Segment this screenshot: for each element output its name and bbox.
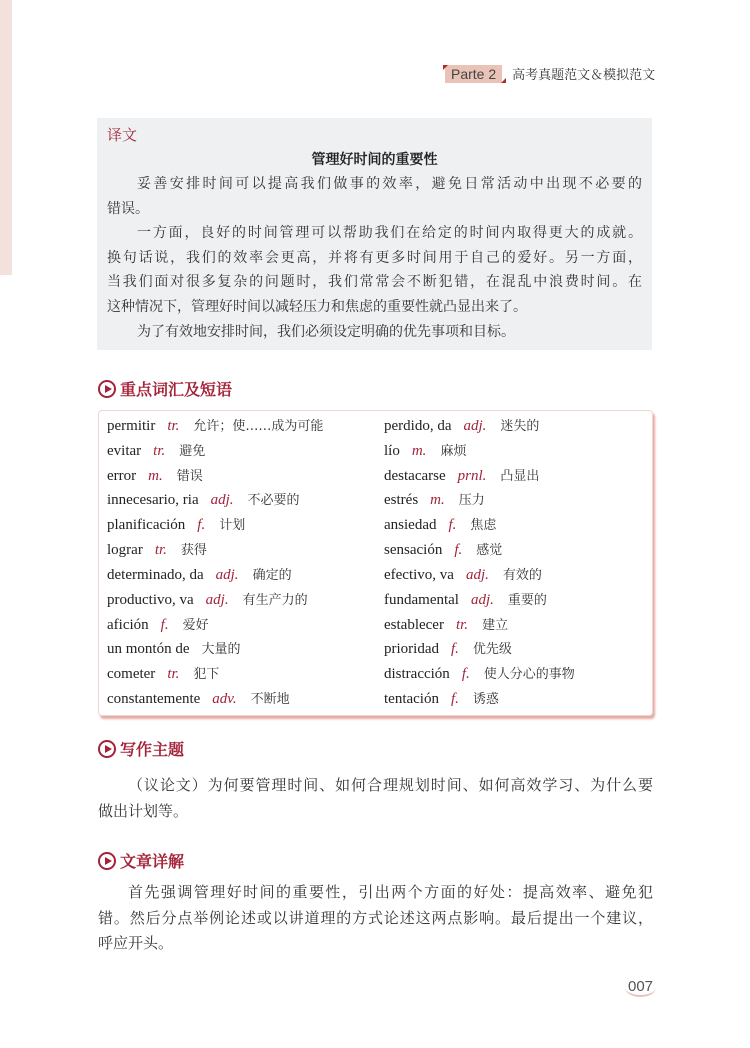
vocab-item: [107, 637, 384, 662]
section-heading-analysis: [98, 849, 184, 872]
translation-line: 换句话说，我们的效率会更高，并将有更多时间用于自己的爱好。另一方面，: [107, 249, 642, 266]
vocab-meaning: 优先级: [472, 642, 512, 658]
vocab-item: [384, 513, 644, 538]
section-title: 写作主题: [120, 740, 185, 759]
vocab-word: sensación: [384, 542, 443, 559]
vocab-meaning: 大量的: [201, 642, 241, 658]
vocab-meaning: 有生产力的: [242, 592, 308, 608]
part-of-speech: adj.: [463, 418, 487, 434]
vocab-meaning: 使人分心的事物: [483, 667, 575, 683]
vocab-box: [98, 410, 653, 716]
vocab-meaning: 不必要的: [247, 493, 300, 509]
section-heading-vocab: [98, 377, 232, 400]
vocab-word: cometer: [107, 666, 156, 683]
vocab-item: [384, 488, 644, 513]
vocab-word: determinado, da: [107, 566, 204, 583]
translation-line: 妥善安排时间可以提高我们做事的效率，避免日常活动中出现不必要的: [137, 176, 642, 192]
vocab-meaning: 建立: [482, 617, 509, 633]
analysis-line: 错。然后分点举例论述或以讲道理的方式论述这两点影响。最后提出一个建议，: [98, 908, 653, 927]
vocab-word: planificación: [107, 517, 186, 534]
vocab-meaning: 有效的: [502, 567, 542, 583]
vocab-item: [384, 637, 644, 662]
vocab-item: [107, 662, 384, 687]
vocab-meaning: 感觉: [476, 543, 503, 559]
vocab-word: constantemente: [107, 691, 201, 708]
vocab-item: [107, 513, 384, 538]
vocab-item: [107, 464, 384, 489]
vocab-meaning: 避免: [179, 443, 206, 459]
play-icon: [98, 852, 116, 870]
translation-line: 这种情况下，管理好时间以减轻压力和焦虑的重要性就凸显出来了。: [107, 298, 527, 315]
translation-label: 译文: [107, 126, 138, 144]
vocab-meaning: 错误: [176, 468, 203, 484]
vocab-word: distracción: [384, 666, 450, 683]
vocab-item: [107, 588, 384, 613]
analysis-line: 首先强调管理好时间的重要性，引出两个方面的好处：提高效率、避免犯: [128, 883, 653, 901]
translation-title: 管理好时间的重要性: [311, 152, 438, 168]
vocab-word: perdido, da: [384, 418, 452, 434]
section-title: 重点词汇及短语: [120, 380, 233, 399]
translation-box: [97, 118, 652, 350]
theme-text: [98, 773, 653, 824]
play-icon: [98, 740, 116, 758]
vocab-item: [107, 439, 384, 464]
vocab-item: [107, 563, 384, 588]
analysis-line: 呼应开头。: [98, 934, 174, 952]
vocab-meaning: 麻烦: [440, 443, 467, 459]
translation-line: 为了有效地安排时间，我们必须设定明确的优先事项和目标。: [137, 323, 515, 340]
vocab-meaning: 获得: [180, 543, 207, 559]
page-edge-strip: [0, 0, 12, 275]
vocab-word: evitar: [107, 442, 142, 459]
vocab-item: [384, 464, 644, 489]
vocab-word: afición: [107, 616, 149, 633]
vocab-meaning: 迷失的: [500, 419, 540, 434]
part-of-speech: f.: [160, 616, 169, 633]
vocab-item: [384, 613, 644, 638]
vocab-word: prioridad: [384, 641, 439, 658]
vocab-item: [107, 414, 384, 439]
part-of-speech: adj.: [205, 591, 229, 608]
part-label: Parte 2: [445, 65, 502, 83]
part-of-speech: m.: [148, 467, 163, 484]
part-of-speech: f.: [448, 517, 457, 534]
part-of-speech: prnl.: [457, 467, 487, 484]
vocab-item: [384, 439, 644, 464]
part-of-speech: tr.: [455, 616, 469, 633]
translation-line: 当我们面对很多复杂的问题时，我们常常会不断犯错，在混乱中浪费时间。在: [107, 274, 642, 291]
analysis-text: [98, 880, 653, 957]
vocab-meaning: 诱惑: [472, 692, 499, 708]
vocab-item: [384, 687, 644, 712]
vocab-word: establecer: [384, 616, 444, 633]
play-icon: [98, 380, 116, 398]
vocab-word: tentación: [384, 691, 439, 708]
vocab-meaning: 允许；使……成为可能: [193, 419, 324, 434]
vocab-item: [384, 588, 644, 613]
vocab-word: ansiedad: [384, 517, 437, 534]
vocab-item: [384, 538, 644, 563]
vocab-word: estrés: [384, 492, 419, 509]
part-of-speech: tr.: [154, 542, 167, 559]
translation-line: 错误。: [107, 200, 149, 217]
vocab-word: efectivo, va: [384, 566, 454, 583]
section-heading-theme: [98, 737, 184, 760]
header-title: 高考真题范文＆模拟范文: [512, 68, 656, 83]
vocab-word: permitir: [107, 418, 156, 434]
part-of-speech: f.: [450, 641, 459, 658]
vocab-word: fundamental: [384, 591, 459, 608]
section-title: 文章详解: [120, 852, 185, 871]
page-number: 007: [625, 978, 656, 997]
vocab-item: [107, 538, 384, 563]
vocab-item: [107, 613, 384, 638]
part-of-speech: adj.: [215, 566, 239, 583]
vocab-word: destacarse: [384, 467, 446, 484]
theme-line: （议论文）为何要管理时间、如何合理规划时间、如何高效学习、为什么要: [128, 776, 653, 794]
vocab-meaning: 压力: [458, 493, 485, 509]
vocab-meaning: 爱好: [182, 617, 209, 633]
part-of-speech: m.: [430, 492, 445, 509]
part-of-speech: tr.: [167, 418, 180, 434]
vocab-item: [384, 563, 644, 588]
part-of-speech: f.: [454, 542, 463, 559]
vocab-word: productivo, va: [107, 591, 194, 608]
part-of-speech: adj.: [470, 591, 494, 608]
part-of-speech: f.: [197, 517, 206, 534]
part-of-speech: tr.: [167, 666, 180, 683]
vocab-meaning: 犯下: [193, 667, 220, 683]
vocab-meaning: 凸显出: [500, 468, 540, 484]
vocab-meaning: 焦虑: [470, 518, 497, 534]
translation-line: 一方面，良好的时间管理可以帮助我们在给定的时间内取得更大的成就。: [137, 225, 642, 242]
part-of-speech: adj.: [465, 566, 489, 583]
vocab-item: [384, 414, 644, 439]
vocab-item: [107, 687, 384, 712]
part-of-speech: adj.: [210, 492, 234, 509]
part-of-speech: tr.: [153, 442, 166, 459]
part-of-speech: m.: [411, 442, 427, 459]
vocab-meaning: 确定的: [252, 567, 292, 583]
vocab-word: error: [107, 467, 137, 484]
vocab-meaning: 重要的: [507, 592, 547, 608]
vocab-word: lograr: [107, 542, 143, 559]
running-header: [445, 64, 655, 83]
vocab-word: lío: [384, 442, 400, 459]
vocab-meaning: 不断地: [250, 692, 290, 708]
vocab-word: innecesario, ria: [107, 492, 199, 509]
vocab-item: [107, 488, 384, 513]
part-of-speech: adv.: [212, 691, 237, 708]
vocab-item: [384, 662, 644, 687]
part-of-speech: f.: [450, 691, 459, 708]
vocab-meaning: 计划: [219, 518, 246, 534]
theme-line: 做出计划等。: [98, 801, 189, 820]
part-of-speech: f.: [461, 666, 470, 683]
vocab-word: un montón de: [107, 641, 190, 658]
